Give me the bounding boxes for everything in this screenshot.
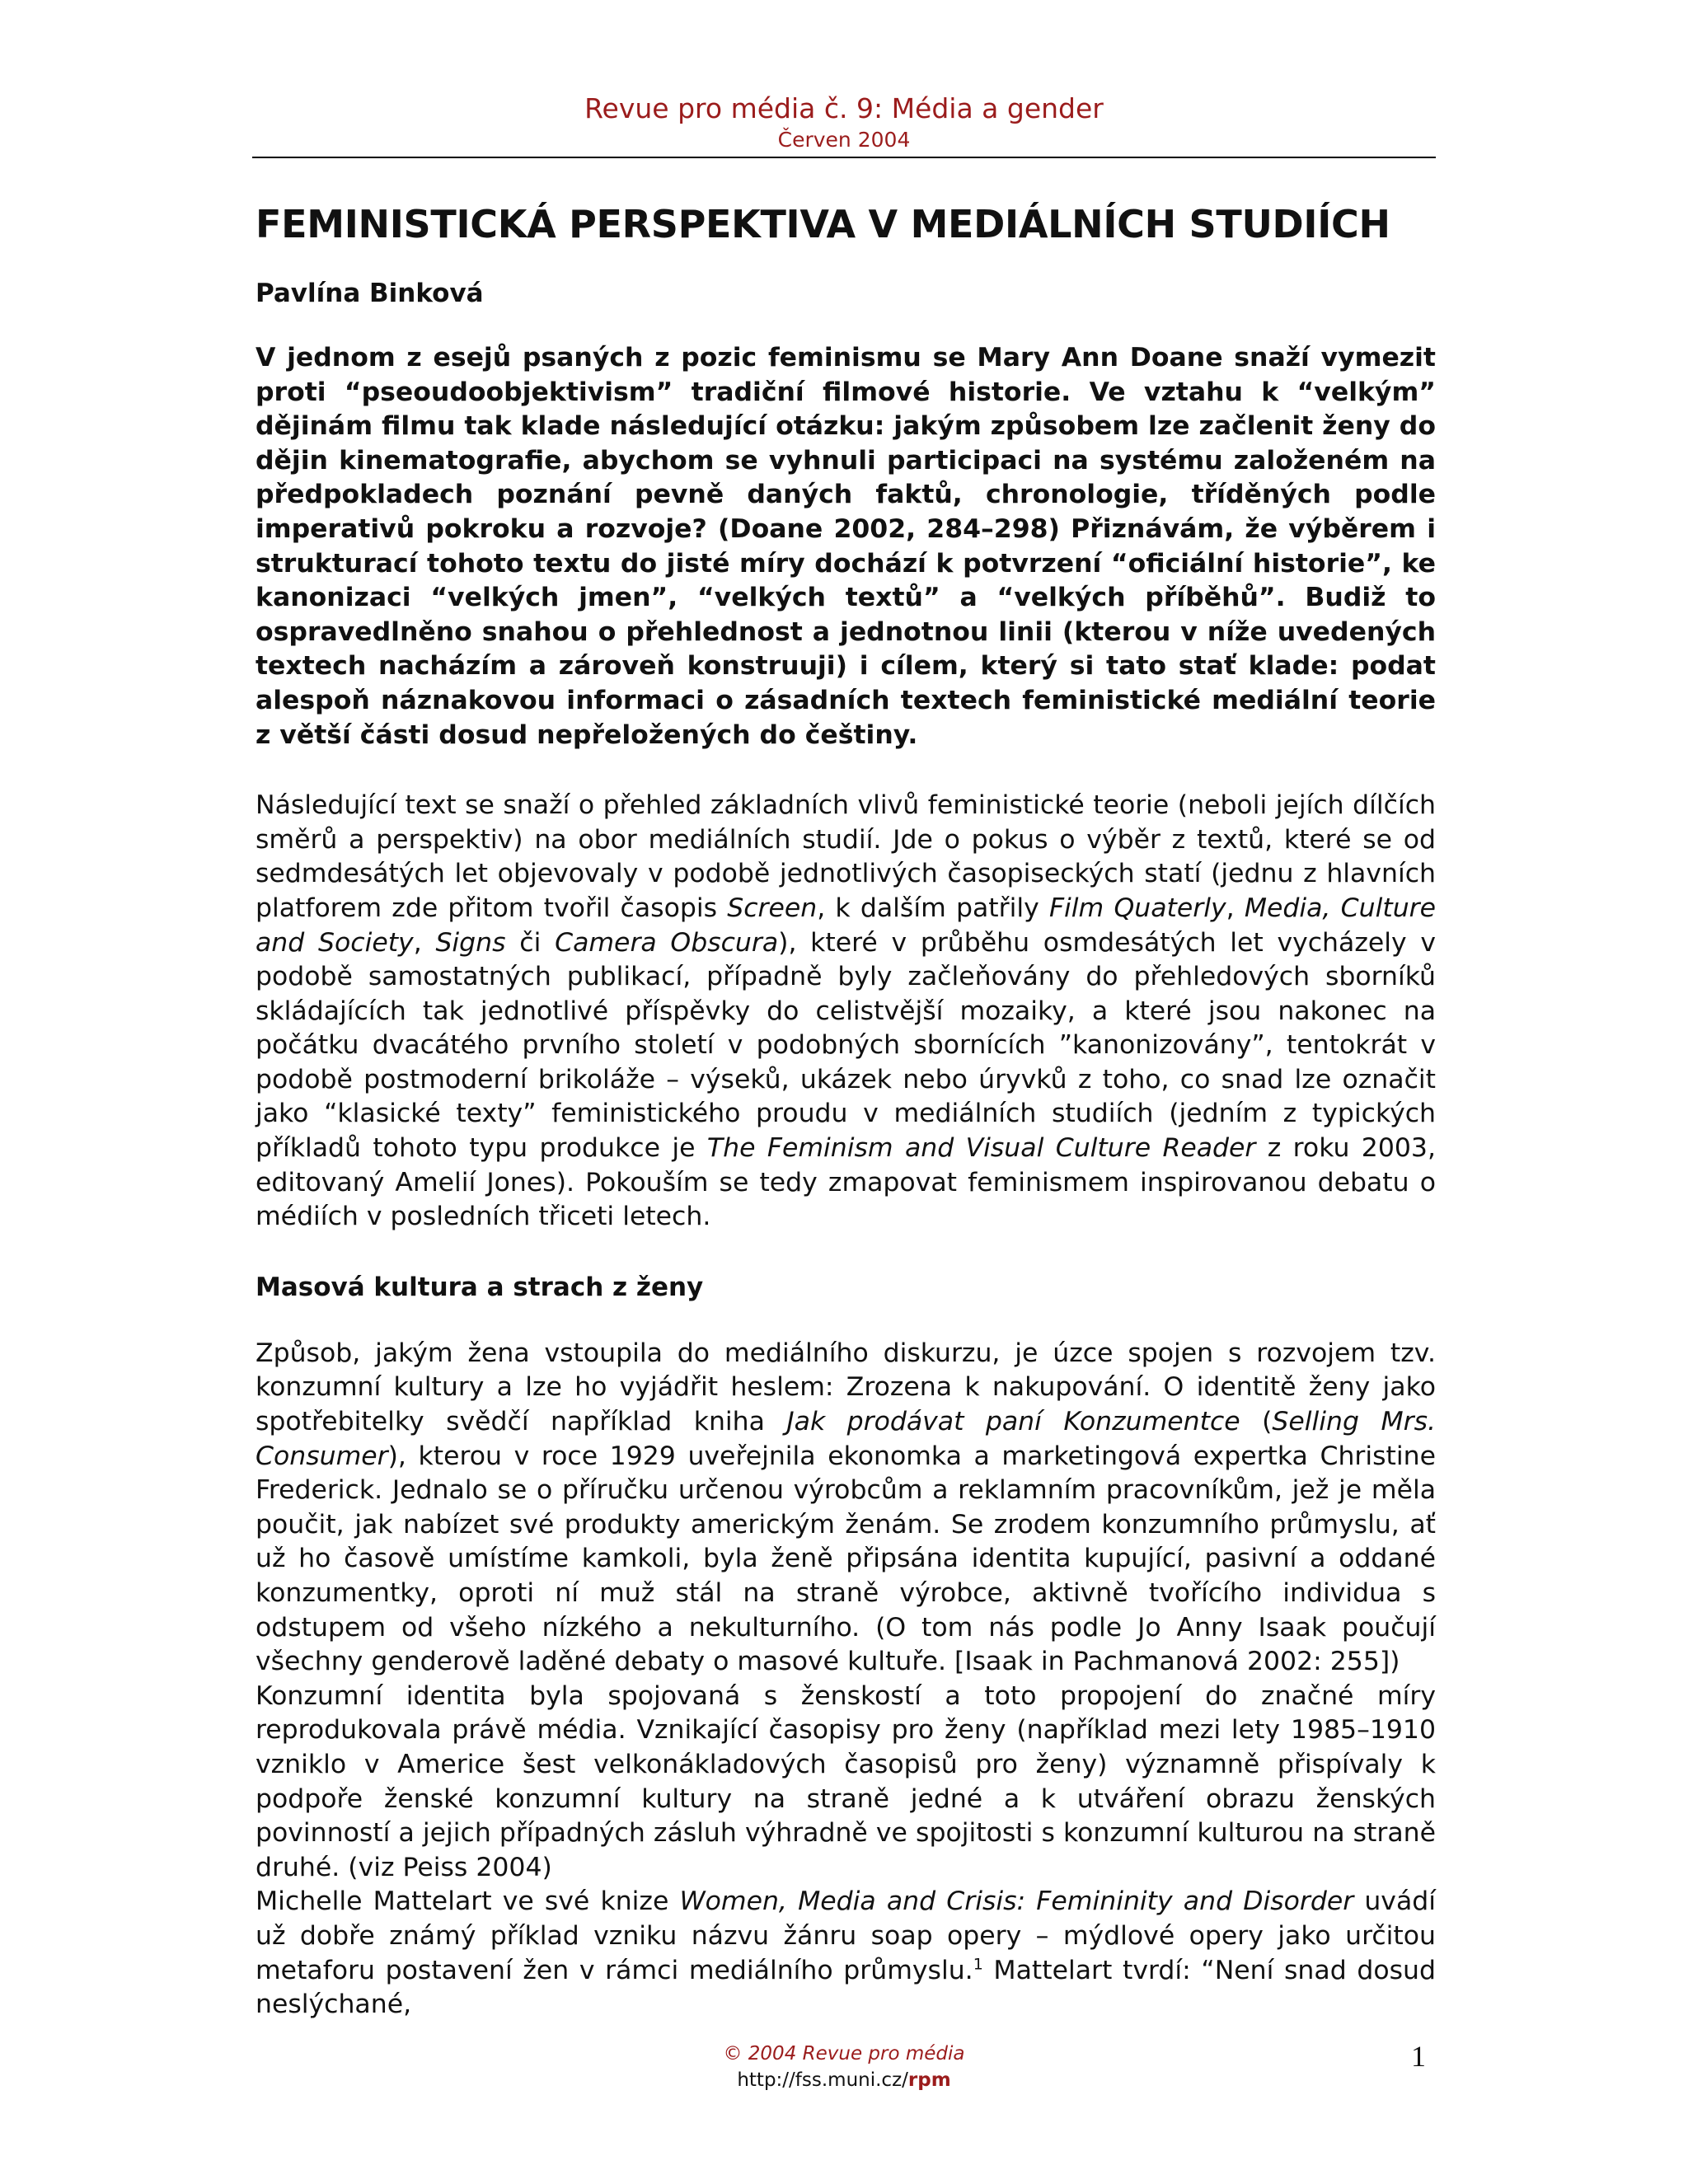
page-footer: [252, 2041, 1436, 2093]
section-paragraph-1: Způsob, jakým žena vstoupila do mediálního diskurzu, je úzce spojen s rozvojem tzv. konzumní kultury a lze ho vyjádřit heslem: Zrozena k nakupování. O identitě ženy jako spotřebitelky svědčí například kniha Jak prodávat paní Konzumentce (Selling Mrs. Consumer), kterou v roce 1929 uveřejnila ekonomka a marketingová expertka Christine Frederick. Jednalo se o příručku určenou výrobcům a reklamním pracovníkům, jež je měla poučit, jak nabízet své produkty americkým ženám. Se zrodem konzumního průmyslu, ať už ho časově umístíme kamkoli, byla ženě připsána identita kupující, pasivní a oddané konzumentky, oproti ní muž stál na straně výrobce, aktivně tvořícího individua s odstupem od všeho nízkého a nekulturního. (O tom nás podle Jo Anny Isaak poučují všechny genderově laděné debaty o masové kultuře. [Isaak in Pachmanová 2002: 255]): [256, 1338, 1436, 1677]
section-paragraph-3: Michelle Mattelart ve své knize Women, Media and Crisis: Femininity and Disorder uvádí už dobře známý příklad vzniku názvu žánru soap opery – mýdlové opery jako určitou metaforu postavení žen v rámci mediálního průmyslu.$^1$ Mattelart tvrdí: “Není snad dosud neslýchané,: [256, 1886, 1436, 2020]
intro-paragraph: Následující text se snaží o přehled základních vlivů feministické teorie (neboli jejích dílčích směrů a perspektiv) na obor mediálních studií. Jde o pokus o výběr z textů, které se od sedmdesátých let objevovaly v podobě jednotlivých časopiseckých statí (jednu z hlavních platforem zde přitom tvořil časopis Screen, k dalším patřily Film Quaterly, Media, Culture and Society, Signs či Camera Obscura), které v průběhu osmdesátých let vycházely v podobě samostatných publikací, případně byly začleňovány do přehledových sborníků skládajících tak jednotlivé příspěvky do celistvější mozaiky, a které jsou nakonec na počátku dvacátého prvního století v podobných sbornících ”kanonizovány”, tentokrát v podobě postmoderní brikoláže – výseků, ukázek nebo úryvků z toho, co snad lze označit jako “klasické texty” feministického proudu v mediálních studiích (jedním z typických příkladů tohoto typu produkce je The Feminism and Visual Culture Reader z roku 2003, editovaný Amelií Jones). Pokouším se tedy zmapovat feminismem inspirovanou debatu o médiích v posledních třiceti letech.: [256, 790, 1436, 1232]
issue-date: Červen 2004: [777, 128, 911, 152]
section-paragraph-2: Konzumní identita byla spojovaná s ženskostí a toto propojení do značné míry reprodukovala právě média. Vznikající časopisy pro ženy (například mezi lety 1985–1910 vzniklo v Americe šest velkonákladových časopisů pro ženy) významně přispívaly k podpoře ženské konzumní kultury na straně jedné a k utváření obrazu ženských povinností a jejich případných zásluh výhradně ve spojitosti s konzumní kulturou na straně druhé. (viz Peiss 2004): [256, 1680, 1436, 1882]
abstract-paragraph: V jednom z esejů psaných z pozic feminismu se Mary Ann Doane snaží vymezit proti “pseoudoobjektivism” tradiční filmové historie. Ve vztahu k “velkým” dějinám filmu tak klade následující otázku: jakým způsobem lze začlenit ženy do dějin kinematografie, abychom se vyhnuli participaci na systému založeném na předpokladech poznání pevně daných faktů, chronologie, tříděných podle imperativů pokroku a rozvoje? (Doane 2002, 284–298) Přiznávám, že výběrem i strukturací tohoto textu do jisté míry dochází k potvrzení “oficiální historie”, ke kanonizaci “velkých jmen”, “velkých textů” a “velkých příběhů”. Budiž to ospravedlněno snahou o přehlednost a jednotnou linii (kterou v níže uvedených textech nacházím a zároveň konstruuji) i cílem, který si tato stať klade: podat alespoň náznakovou informaci o zásadních textech feministické mediální teorie z větší části dosud nepřeložených do češtiny.: [256, 343, 1436, 750]
footer-url[interactable]: http://fss.muni.cz/rpm: [737, 2069, 951, 2091]
header-divider: [252, 157, 1436, 158]
page-number: 1: [1411, 2040, 1426, 2073]
running-header: [252, 91, 1436, 153]
section-heading: Masová kultura a strach z ženy: [256, 1272, 704, 1302]
article-author: Pavlína Binková: [256, 279, 484, 308]
article-body: [256, 191, 1436, 2022]
article-title: FEMINISTICKÁ PERSPEKTIVA V MEDIÁLNÍCH STUDIÍCH: [256, 202, 1390, 246]
footnote-marker[interactable]: 1: [973, 1955, 983, 1974]
footer-copyright: © 2004 Revue pro média: [723, 2043, 965, 2064]
journal-title: Revue pro média č. 9: Média a gender: [584, 92, 1104, 124]
